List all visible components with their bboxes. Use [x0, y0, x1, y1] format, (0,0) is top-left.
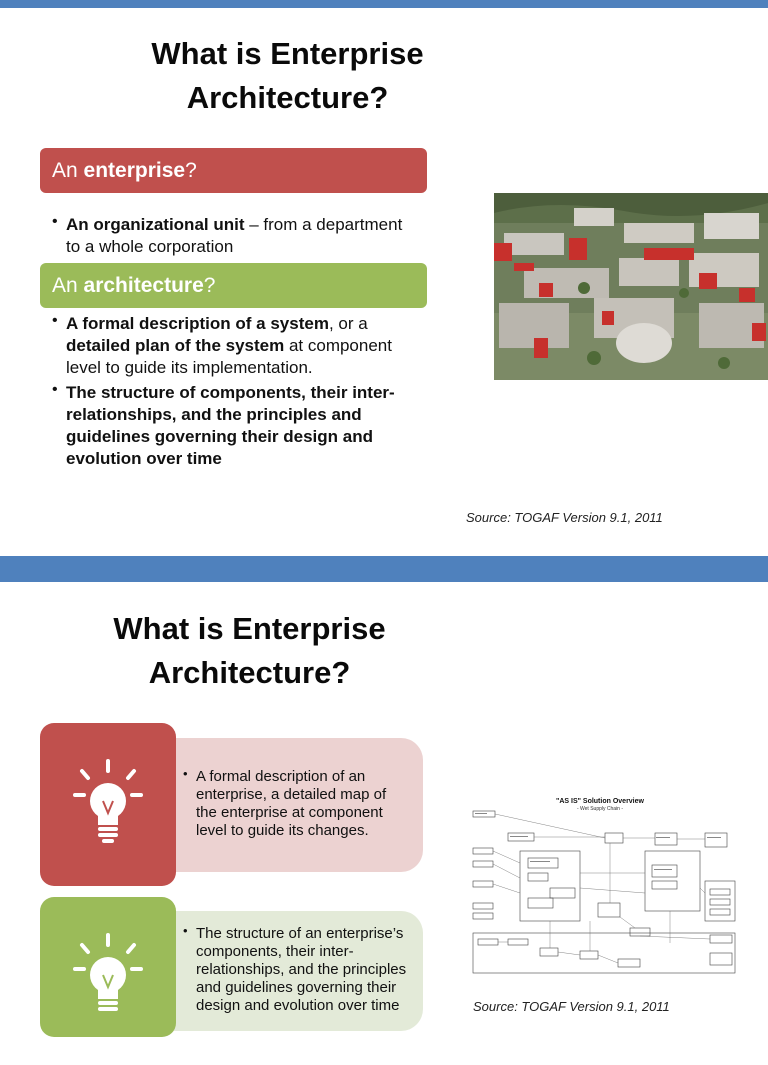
point2-text	[183, 923, 414, 1015]
architecture-header-bold: architecture	[83, 274, 204, 297]
point2-icon-tile	[40, 897, 176, 1037]
enterprise-bullet	[52, 213, 406, 258]
bullet-dot: •	[52, 213, 58, 230]
slide2-source: Source: TOGAF Version 9.1, 2011	[473, 999, 670, 1014]
enterprise-header-prefix: An	[52, 159, 84, 182]
point2-text-content: The structure of an enterprise’s components, their inter-relationships, and the principles and guidelines governing their design and evolution over time	[196, 925, 407, 1014]
enterprise-bullet-bold: An organizational unit	[66, 215, 245, 234]
point1-text-content: A formal description of an enterprise, a detailed map of the enterprise at component level to guide its changes.	[196, 768, 387, 839]
architecture-bullet-1	[52, 312, 421, 379]
bullet-dot: •	[52, 381, 58, 398]
enterprise-header-suffix: ?	[185, 159, 197, 182]
architecture-header-suffix: ?	[203, 274, 216, 297]
enterprise-bullet-text: – from a department to a whole corporation	[66, 215, 403, 256]
slide1-title	[100, 32, 475, 120]
diagram-title: "AS IS" Solution Overview	[556, 798, 644, 805]
arch-bullet2-text: The structure of components, their inter-relationships, and the principles and guidelines governing their design and evolution over time	[66, 383, 395, 468]
bullet-dot: •	[183, 923, 188, 938]
architecture-header	[40, 263, 427, 308]
lightbulb-icon	[40, 723, 176, 886]
slide2-title	[62, 607, 437, 695]
slide2-title-line1: What is Enterprise	[113, 611, 386, 646]
slide2-title-line2: Architecture?	[148, 655, 351, 690]
arch-bullet1-bold1: A formal description of a system	[66, 314, 329, 333]
architecture-header-prefix: An	[52, 274, 84, 297]
slide1-title-line2: Architecture?	[186, 80, 389, 115]
slide2-top-bar	[0, 556, 768, 582]
enterprise-header	[40, 148, 427, 193]
point1-text	[183, 766, 406, 840]
arch-bullet1-text1: , or a	[328, 314, 368, 333]
point1-icon-tile	[40, 723, 176, 886]
bullet-dot: •	[183, 766, 188, 781]
lightbulb-icon	[40, 897, 176, 1060]
bullet-dot: •	[52, 312, 58, 329]
architecture-bullet-2	[52, 381, 411, 470]
campus-aerial-photo	[494, 193, 768, 380]
slide1-title-line1: What is Enterprise	[151, 36, 424, 71]
diagram-subtitle: - Wet Supply Chain -	[576, 806, 624, 812]
slide1-source: Source: TOGAF Version 9.1, 2011	[466, 510, 663, 525]
as-is-solution-overview-diagram	[470, 793, 740, 978]
arch-bullet1-bold2: detailed plan of the system	[66, 336, 285, 355]
enterprise-header-bold: enterprise	[83, 159, 186, 182]
slide1-top-bar	[0, 0, 768, 8]
arch-bullet1-text2: at component level to guide its implementation.	[66, 336, 392, 377]
